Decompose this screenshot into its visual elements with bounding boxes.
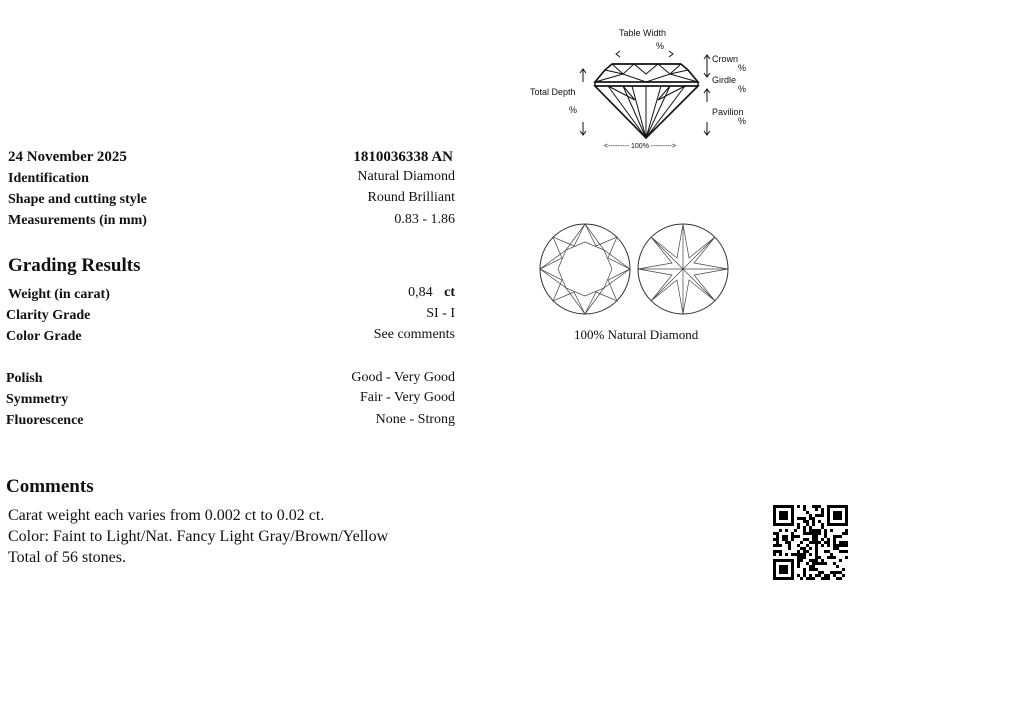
measurements-label: Measurements (in mm) <box>8 213 147 228</box>
qr-code[interactable] <box>773 505 848 580</box>
plot-caption: 100% Natural Diamond <box>574 327 699 342</box>
symmetry-value: Fair - Very Good <box>359 390 455 405</box>
width-bar-label: <--------- 100% ---------> <box>604 143 676 150</box>
crown-view-icon <box>540 224 630 314</box>
weight-label: Weight (in carat) <box>8 287 110 302</box>
weight-value: 0,84 <box>408 285 433 300</box>
pavilion-view-icon <box>638 224 728 314</box>
crown-percent: % <box>738 63 747 73</box>
identification-value: Natural Diamond <box>357 169 455 184</box>
fluorescence-label: Fluorescence <box>6 413 84 428</box>
girdle-percent: % <box>738 84 747 94</box>
total-depth-percent: % <box>569 105 578 115</box>
comment-line-3: Total of 56 stones. <box>8 549 126 566</box>
clarity-value: SI - I <box>426 306 455 321</box>
symmetry-label: Symmetry <box>6 392 69 407</box>
grading-results-heading: Grading Results <box>8 255 141 276</box>
proportions-diagram <box>525 22 765 157</box>
shape-value: Round Brilliant <box>367 190 455 205</box>
comments-heading: Comments <box>6 476 94 497</box>
comment-line-1: Carat weight each varies from 0.002 ct to 0.02 ct. <box>8 507 325 524</box>
total-depth-label: Total Depth <box>530 87 576 97</box>
color-value: See comments <box>373 327 455 342</box>
clarity-label: Clarity Grade <box>6 308 91 323</box>
color-label: Color Grade <box>6 329 82 344</box>
pavilion-label: Pavilion <box>712 107 744 117</box>
polish-value: Good - Very Good <box>351 370 455 385</box>
girdle-label: Girdle <box>712 75 737 85</box>
measurements-value: 0.83 - 1.86 <box>394 212 455 227</box>
report-number: 1810036338 AN <box>353 149 453 165</box>
shape-label: Shape and cutting style <box>8 192 147 207</box>
identification-label: Identification <box>8 171 89 186</box>
fluorescence-value: None - Strong <box>375 412 455 427</box>
comment-line-2: Color: Faint to Light/Nat. Fancy Light Gray/Brown/Yellow <box>8 528 389 545</box>
report-date: 24 November 2025 <box>8 149 127 165</box>
weight-value-group <box>408 285 455 301</box>
pavilion-percent: % <box>738 116 747 126</box>
polish-label: Polish <box>6 371 43 386</box>
table-width-percent: % <box>656 41 665 51</box>
table-width-label: Table Width <box>619 28 667 38</box>
plotting-diagrams <box>536 220 732 318</box>
weight-unit: ct <box>444 285 455 300</box>
crown-label: Crown <box>712 54 739 64</box>
